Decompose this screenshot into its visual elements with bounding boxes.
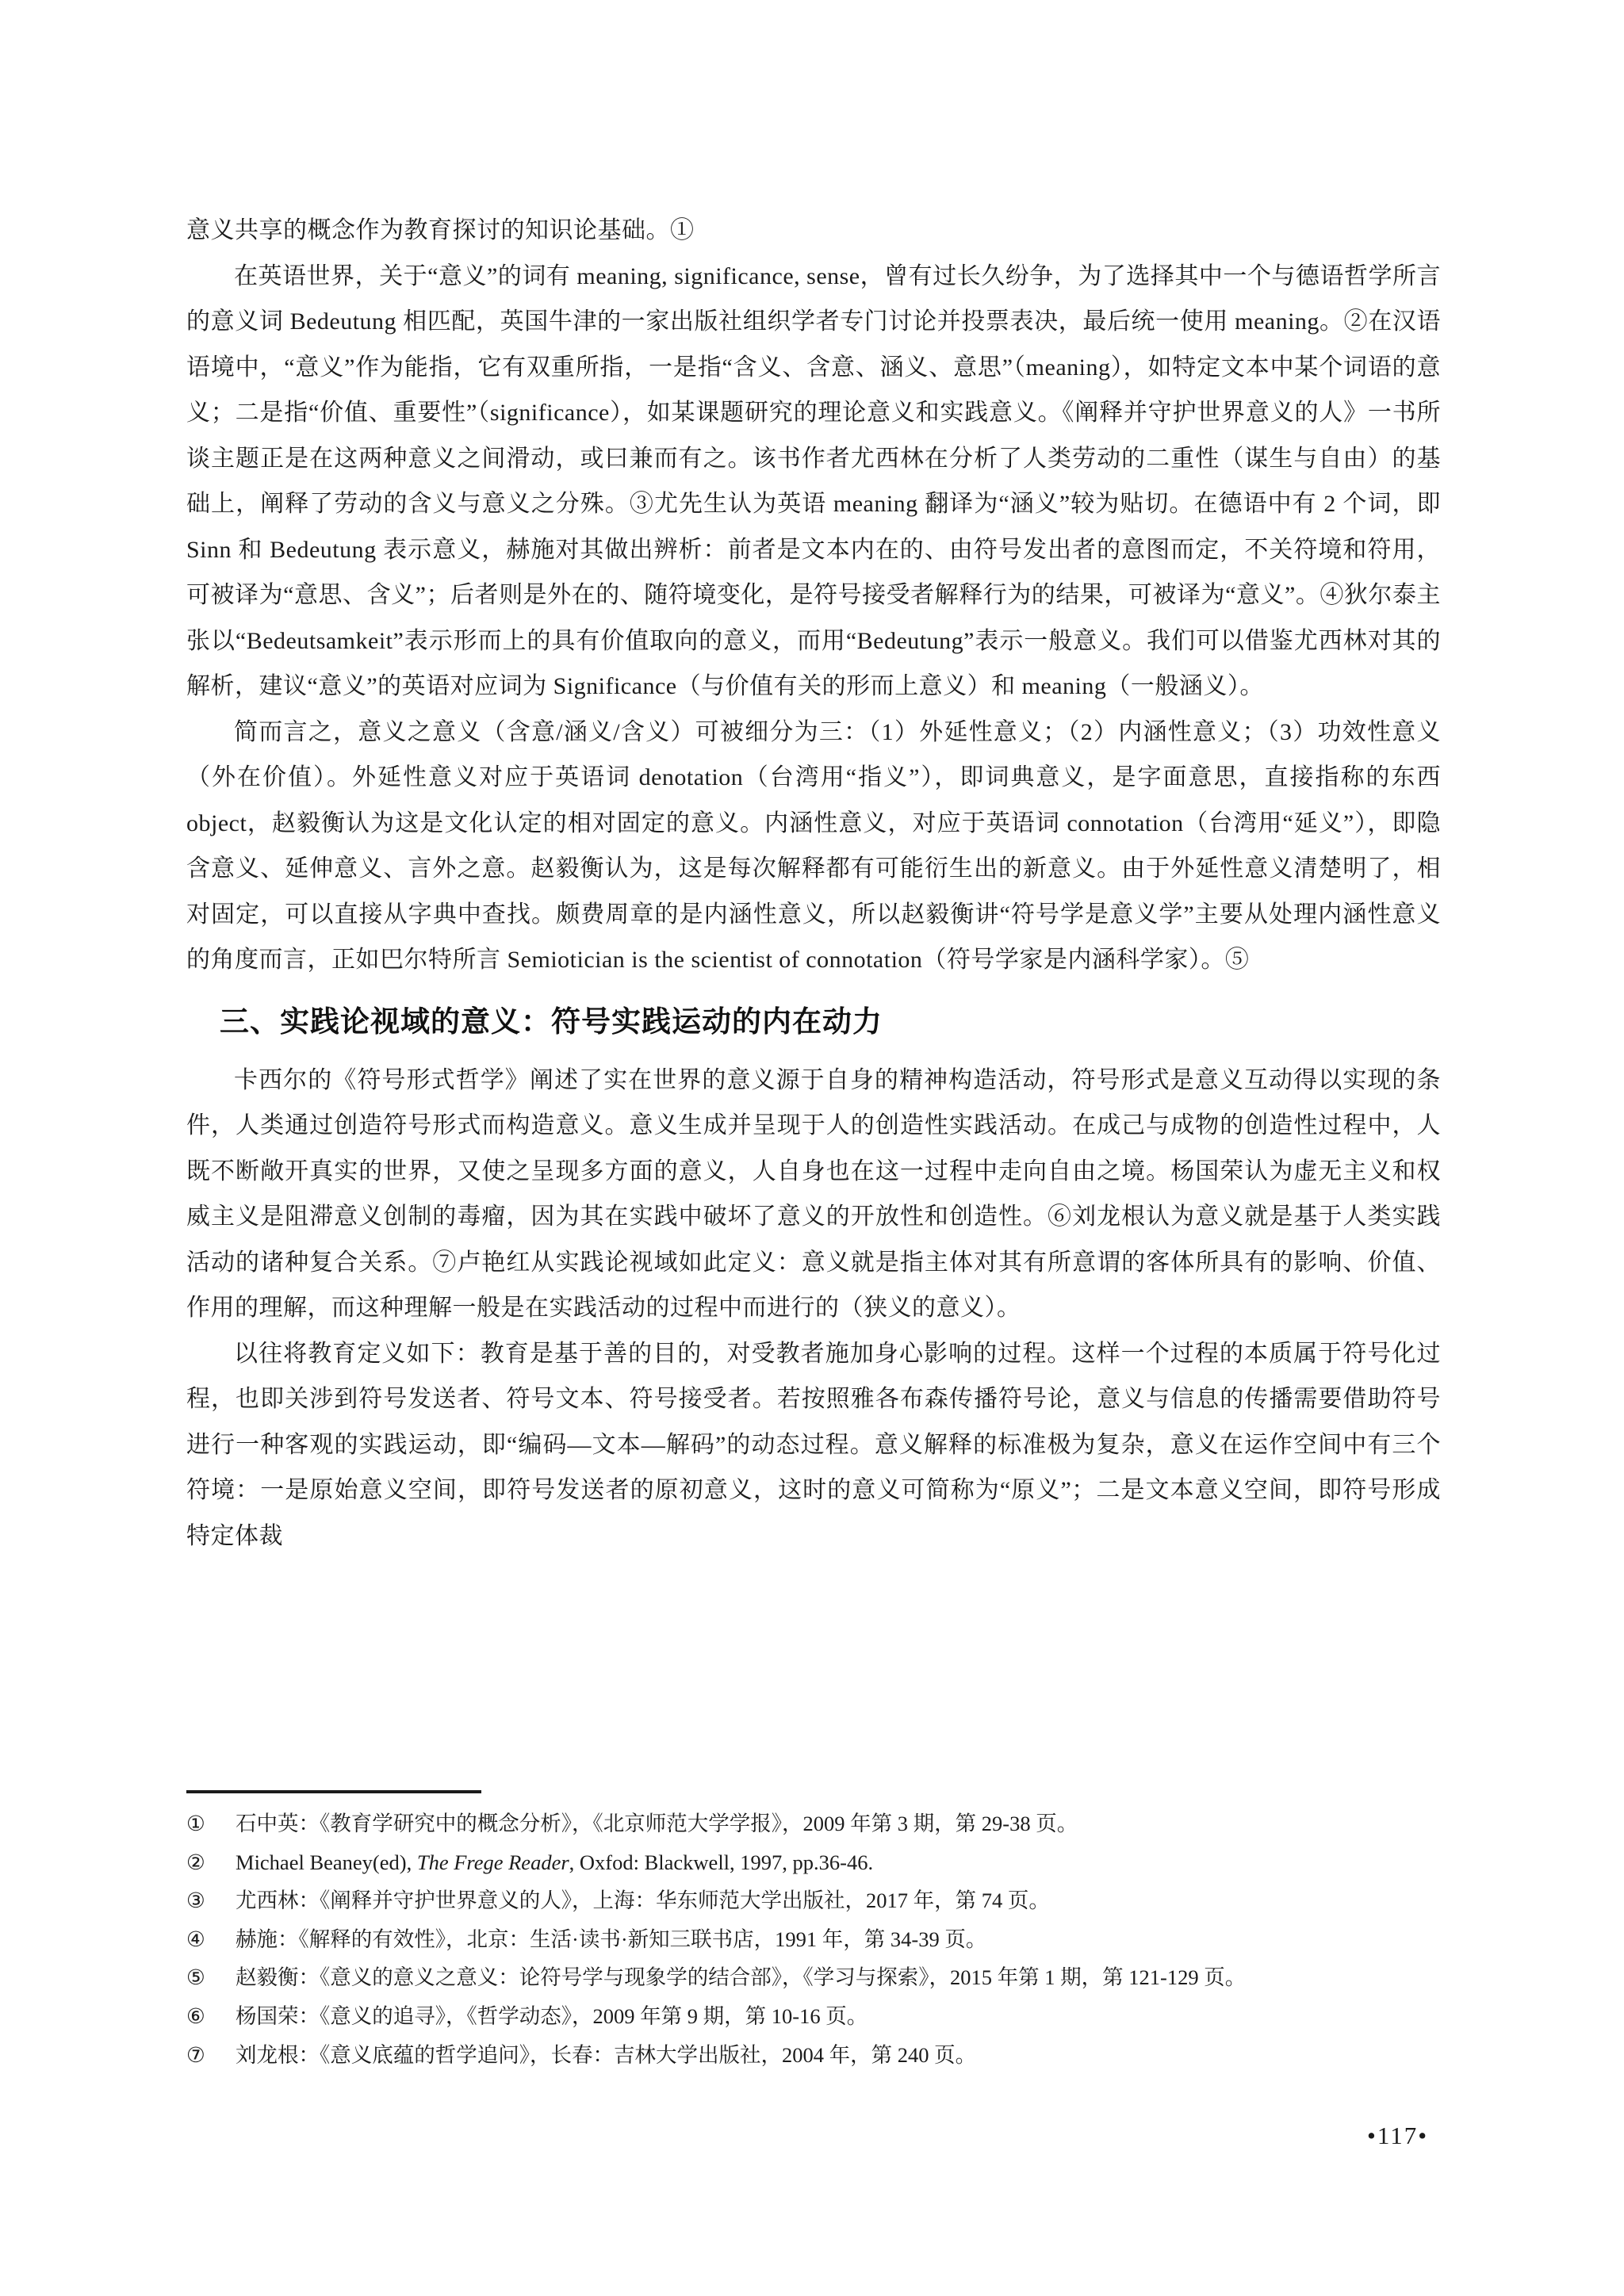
footnote-text-after: , Oxfod: Blackwell, 1997, pp.36-46. (569, 1850, 874, 1874)
paragraph-continuation: 意义共享的概念作为教育探讨的知识论基础。① (186, 217, 695, 243)
article-body (186, 208, 1441, 1787)
footnote-item-7 (186, 2036, 1463, 2075)
footnote-marker: ⑦ (186, 2042, 205, 2067)
footnote-marker: ④ (186, 1927, 205, 1951)
footnote-item-5 (186, 1958, 1463, 1997)
footnote-item-2 (186, 1843, 1463, 1882)
footnote-divider (186, 1790, 481, 1793)
paragraph-english-meaning: 在英语世界，关于“意义”的词有 meaning, significance, sense，曾有过长久纷争，为了选择其中一个与德语哲学所言的意义词 Bedeutung 相匹配，英国牛津的一家出版社组织学者专门讨论并投票表决，最后统一使用 meaning。②在汉语语境中，“意义”作为能指，它有双重所指，一是指“含义、含意、涵义、意思”（meaning），如特定文本中某个词语的意义；二是指“价值、重要性”（significance），如某课题研究的理论意义和实践意义。《阐释并守护世界意义的人》一书所谈主题正是在这两种意义之间滑动，或曰兼而有之。该书作者尤西林在分析了人类劳动的二重性（谋生与自由）的基础上，阐释了劳动的含义与意义之分殊。③尤先生认为英语 meaning 翻译为“涵义”较为贴切。在德语中有 2 个词，即 Sinn 和 Bedeutung 表示意义，赫施对其做出辨析：前者是文本内在的、由符号发出者的意图而定，不关符境和符用，可被译为“意思、含义”；后者则是外在的、随符境变化，是符号接受者解释行为的结果，可被译为“意义”。④狄尔泰主张以“Bedeutsamkeit”表示形而上的具有价值取向的意义，而用“Bedeutung”表示一般意义。我们可以借鉴尤西林对其的解析，建议“意义”的英语对应词为 Significance（与价值有关的形而上意义）和 meaning（一般涵义）。 (186, 262, 1441, 699)
paragraph-education-definition: 以往将教育定义如下：教育是基于善的目的，对受教者施加身心影响的过程。这样一个过程的本质属于符号化过程，也即关涉到符号发送者、符号文本、符号接受者。若按照雅各布森传播符号论，意义与信息的传播需要借助符号进行一种客观的实践运动，即“编码—文本—解码”的动态过程。意义解释的标准极为复杂，意义在运作空间中有三个符境：一是原始意义空间，即符号发送者的原初意义，这时的意义可简称为“原义”；二是文本意义空间，即符号形成特定体裁 (186, 1340, 1441, 1549)
paragraph-three-meanings: 简而言之，意义之意义（含意/涵义/含义）可被细分为三：（1）外延性意义；（2）内涵性意义；（3）功效性意义（外在价值）。外延性意义对应于英语词 denotation（台湾用“指义”），即词典意义，是字面意思，直接指称的东西 object，赵毅衡认为这是文化认定的相对固定的意义。内涵性意义，对应于英语词 connotation（台湾用“延义”），即隐含意义、延伸意义、言外之意。赵毅衡认为，这是每次解释都有可能衍生出的新意义。由于外延性意义清楚明了，相对固定，可以直接从字典中查找。颇费周章的是内涵性意义，所以赵毅衡讲“符号学是意义学”主要从处理内涵性意义的角度而言，正如巴尔特所言 Semiotician is the scientist of connotation（符号学家是内涵科学家）。⑤ (186, 718, 1441, 973)
footnote-text-before: Michael Beaney(ed), (236, 1850, 417, 1874)
footnote-item-4 (186, 1920, 1463, 1959)
footnote-item-1 (186, 1804, 1463, 1843)
paragraph-cassirer-practice: 卡西尔的《符号形式哲学》阐述了实在世界的意义源于自身的精神构造活动，符号形式是意义互动得以实现的条件，人类通过创造符号形式而构造意义。意义生成并呈现于人的创造性实践活动。在成己与成物的创造性过程中，人既不断敞开真实的世界，又使之呈现多方面的意义，人自身也在这一过程中走向自由之境。杨国荣认为虚无主义和权威主义是阻滞意义创制的毒瘤，因为其在实践中破坏了意义的开放性和创造性。⑥刘龙根认为意义就是基于人类实践活动的诸种复合关系。⑦卢艳红从实践论视域如此定义：意义就是指主体对其有所意谓的客体所具有的影响、价值、作用的理解，而这种理解一般是在实践活动的过程中而进行的（狭义的意义）。 (186, 1066, 1441, 1322)
footnote-text: 石中英：《教育学研究中的概念分析》，《北京师范大学学报》，2009 年第 3 期，第 29-38 页。 (236, 1812, 1078, 1835)
footnote-marker: ⑥ (186, 2003, 205, 2028)
footnote-text: 杨国荣：《意义的追寻》，《哲学动态》，2009 年第 9 期，第 10-16 页。 (236, 2003, 868, 2028)
page-number: •117• (1367, 2122, 1429, 2149)
footnote-text: 尤西林：《阐释并守护世界意义的人》，上海：华东师范大学出版社，2017 年，第 74 页。 (236, 1888, 1050, 1913)
footnote-marker: ③ (186, 1888, 205, 1913)
footnote-marker: ② (186, 1850, 205, 1874)
section-heading: 三、实践论视域的意义：符号实践运动的内在动力 (220, 1004, 883, 1038)
footnote-item-3 (186, 1881, 1463, 1920)
footnote-text: 刘龙根：《意义底蕴的哲学追问》，长春：吉林大学出版社，2004 年，第 240 页。 (236, 2042, 977, 2067)
footnote-text: 赫施：《解释的有效性》，北京：生活·读书·新知三联书店，1991 年，第 34-39 页。 (236, 1927, 987, 1951)
footnote-text (236, 1850, 873, 1874)
footnote-marker: ⑤ (186, 1965, 205, 1990)
footnote-item-6 (186, 1997, 1463, 2036)
footnote-text: 赵毅衡：《意义的意义之意义：论符号学与现象学的结合部》，《学习与探索》，2015 年第 1 期，第 121-129 页。 (236, 1965, 1247, 1990)
footnote-book-title: The Frege Reader (416, 1850, 569, 1874)
footnotes-section (186, 1804, 1463, 2074)
footnote-marker: ① (186, 1812, 205, 1835)
